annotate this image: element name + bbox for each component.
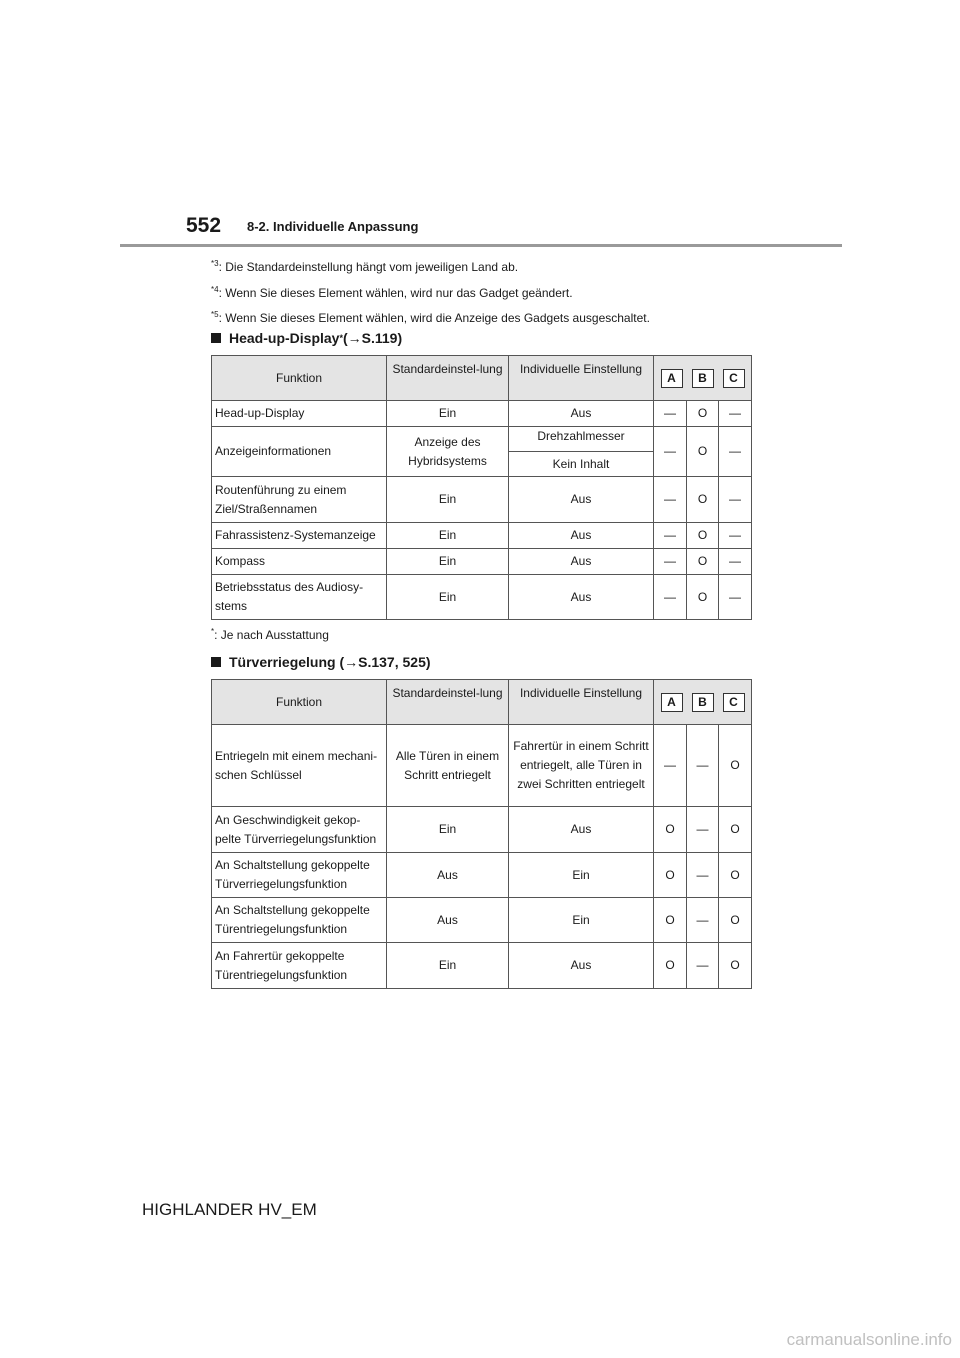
table-row: Anzeigeinformationen Anzeige des Hybridsystems Drehzahlmesser — O — (212, 427, 752, 452)
column-header-function: Funktion (212, 356, 387, 401)
table-row: Entriegeln mit einem mechani-schen Schlüssel Alle Türen in einem Schritt entriegelt Fahrertür in einem Schritt entriegelt, alle Türen in zwei Schritten entriegelt — — O (212, 725, 752, 807)
footnote-4: $^{*4}$: Wenn Sie dieses Element wählen, wird nur das Gadget geändert. (211, 284, 573, 300)
column-header-letters (654, 356, 752, 401)
table-row: An Schaltstellung gekoppelte Türentriegelungsfunktion Aus Ein O — O (212, 898, 752, 943)
letter-a-box: A (661, 369, 683, 388)
hud-header-row (212, 356, 752, 401)
letter-b-box: B (692, 693, 714, 712)
table-row: Kompass Ein Aus — O — (212, 549, 752, 575)
page-number: 552 (186, 214, 222, 237)
table-row: An Geschwindigkeit gekop-pelte Türverriegelungsfunktion Ein Aus O — O (212, 807, 752, 853)
door-header-row (212, 680, 752, 725)
column-header-default: Standardeinstel-lung (387, 356, 509, 401)
column-header-custom: Individuelle Einstellung (509, 356, 654, 401)
hud-heading: Head-up-Display * (→S.119) (211, 330, 402, 346)
table-row: An Schaltstellung gekoppelte Türverriegelungsfunktion Aus Ein O — O (212, 853, 752, 898)
square-bullet-icon (211, 333, 221, 343)
door-heading: Türverriegelung (→S.137, 525) (211, 654, 431, 670)
letter-c-box: C (723, 369, 745, 388)
column-header-letters (654, 680, 752, 725)
hud-table (211, 355, 752, 620)
watermark: carmanualsonline.info (786, 1330, 952, 1349)
column-header-function: Funktion (212, 680, 387, 725)
column-header-custom: Individuelle Einstellung (509, 680, 654, 725)
column-header-default: Standardeinstel-lung (387, 680, 509, 725)
table-row: Kein Inhalt (212, 452, 752, 477)
table-row: An Fahrertür gekoppelte Türentriegelungsfunktion Ein Aus O — O (212, 943, 752, 989)
hud-table-note: *: Je nach Ausstattung (211, 627, 329, 642)
footer-model-name: HIGHLANDER HV_EM (142, 1200, 317, 1219)
footnote-5: $^{*5}$: Wenn Sie dieses Element wählen, wird die Anzeige des Gadgets ausgeschaltet. (211, 310, 650, 325)
section-title: 8-2. Individuelle Anpassung (247, 219, 419, 234)
table-row: Betriebsstatus des Audiosy-stems Ein Aus — O — (212, 575, 752, 620)
table-row: Fahrassistenz-Systemanzeige Ein Aus — O — (212, 523, 752, 549)
square-bullet-icon (211, 657, 221, 667)
letter-b-box: B (692, 369, 714, 388)
header-rule (120, 244, 842, 247)
table-row: Routenführung zu einem Ziel/Straßennamen Ein Aus — O — (212, 477, 752, 523)
footnotes (211, 253, 650, 330)
letter-a-box: A (661, 693, 683, 712)
footnote-3: $^{*3}$: Die Standardeinstellung hängt vom jeweiligen Land ab. (211, 259, 519, 274)
table-row: Head-up-Display Ein Aus — O — (212, 401, 752, 427)
letter-c-box: C (723, 693, 745, 712)
door-table (211, 679, 752, 989)
